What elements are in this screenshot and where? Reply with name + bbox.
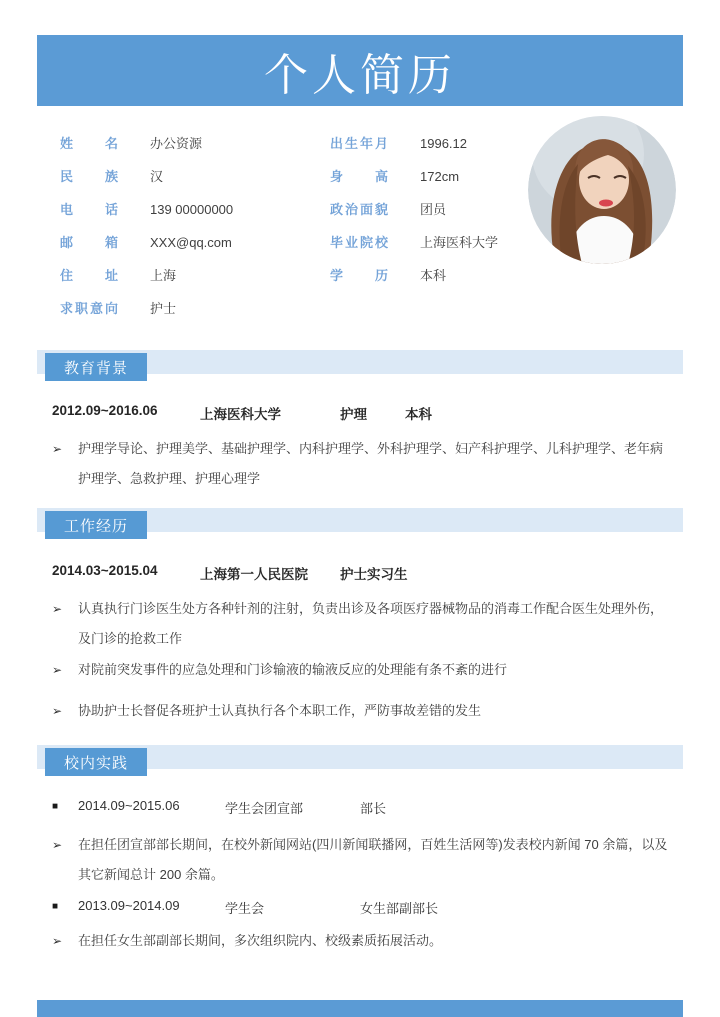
square-bullet-icon: ■ [52,801,59,812]
arrow-bullet-icon: ➢ [52,442,63,456]
profile-row-email [60,233,350,253]
square-bullet-icon: ■ [52,901,59,912]
education-major: 护理 [340,407,367,422]
field-label: 政治面貌 [330,202,388,217]
practice-role: 部长 [360,801,387,816]
bullet-text: 在担任女生部副部长期间，多次组织院内、校级素质拓展活动。 [78,933,443,948]
work-bullet [52,696,668,726]
arrow-bullet-icon: ➢ [52,934,63,948]
profile-row-phone [60,200,350,220]
title-banner [37,35,683,106]
field-value: 1996.12 [420,136,467,151]
field-value: 139 00000000 [150,202,234,217]
field-value: XXX@qq.com [150,235,232,250]
profile-photo [528,116,676,264]
practice-period: 2013.09~2014.09 [78,898,180,913]
bullet-text: 对院前突发事件的应急处理和门诊输液的输液反应的处理能有条不紊的进行 [78,662,508,677]
profile-row-name [60,134,350,154]
work-period: 2014.03~2015.04 [52,563,158,578]
practice-period: 2014.09~2015.06 [78,798,180,813]
practice-org: 学生会 [225,901,265,916]
bullet-text: 护理学导论、护理美学、基础护理学、内科护理学、外科护理学、妇产科护理学、儿科护理学、老年病护理学、急救护理、护理心理学 [78,441,664,486]
field-label: 姓名 [60,136,118,151]
work-company: 上海第一人民医院 [200,567,308,582]
work-role: 护士实习生 [340,567,408,582]
field-label: 出生年月 [330,136,388,151]
field-label: 求职意向 [60,301,118,316]
field-value: 办公资源 [150,136,203,151]
profile-left-column [60,134,350,332]
education-period: 2012.09~2016.06 [52,403,158,418]
practice-entry [52,898,668,917]
arrow-bullet-icon: ➢ [52,704,63,718]
bullet-text: 认真执行门诊医生处方各种针剂的注射，负责出诊及各项医疗器械物品的消毒工作配合医生处理外伤，及门诊的抢救工作 [78,601,664,646]
practice-org: 学生会团宣部 [225,801,304,816]
footer-accent-bar [37,1000,683,1017]
practice-role: 女生部副部长 [360,901,439,916]
field-value: 172cm [420,169,460,184]
field-label: 身高 [330,169,388,184]
section-title: 工作经历 [45,511,147,539]
field-label: 电话 [60,202,118,217]
portrait-illustration [528,116,676,264]
field-value: 团员 [420,202,447,217]
education-school: 上海医科大学 [200,407,281,422]
bullet-text: 在担任团宣部部长期间，在校外新闻网站(四川新闻联播网，百姓生活网等)发表校内新闻 70 余篇，以及其它新闻总计 200 余篇。 [78,837,668,882]
field-value: 上海医科大学 [420,235,499,250]
field-value: 本科 [420,268,447,283]
education-entry [52,403,668,423]
page-title: 个人简历 [264,50,456,100]
practice-bullet [52,926,668,956]
section-header-practice [37,745,683,776]
work-entry [52,563,668,583]
field-label: 邮箱 [60,235,118,250]
practice-bullet [52,830,668,890]
education-degree: 本科 [405,407,432,422]
arrow-bullet-icon: ➢ [52,602,63,616]
section-header-work [37,508,683,539]
field-label: 民族 [60,169,118,184]
section-title: 校内实践 [45,748,147,776]
profile-row-address [60,266,350,286]
field-value: 上海 [150,268,177,283]
work-bullet [52,594,668,654]
section-header-education [37,350,683,381]
arrow-bullet-icon: ➢ [52,838,63,852]
field-label: 学历 [330,268,388,283]
profile-row-degree [330,266,620,286]
profile-row-ethnicity [60,167,350,187]
practice-entry [52,798,668,817]
field-label: 毕业院校 [330,235,388,250]
section-title: 教育背景 [45,353,147,381]
field-value: 汉 [150,169,164,184]
work-bullet [52,655,668,685]
education-courses [52,434,668,494]
arrow-bullet-icon: ➢ [52,663,63,677]
profile-row-objective [60,299,350,319]
bullet-text: 协助护士长督促各班护士认真执行各个本职工作，严防事故差错的发生 [78,703,482,718]
field-value: 护士 [150,301,177,316]
field-label: 住址 [60,268,118,283]
